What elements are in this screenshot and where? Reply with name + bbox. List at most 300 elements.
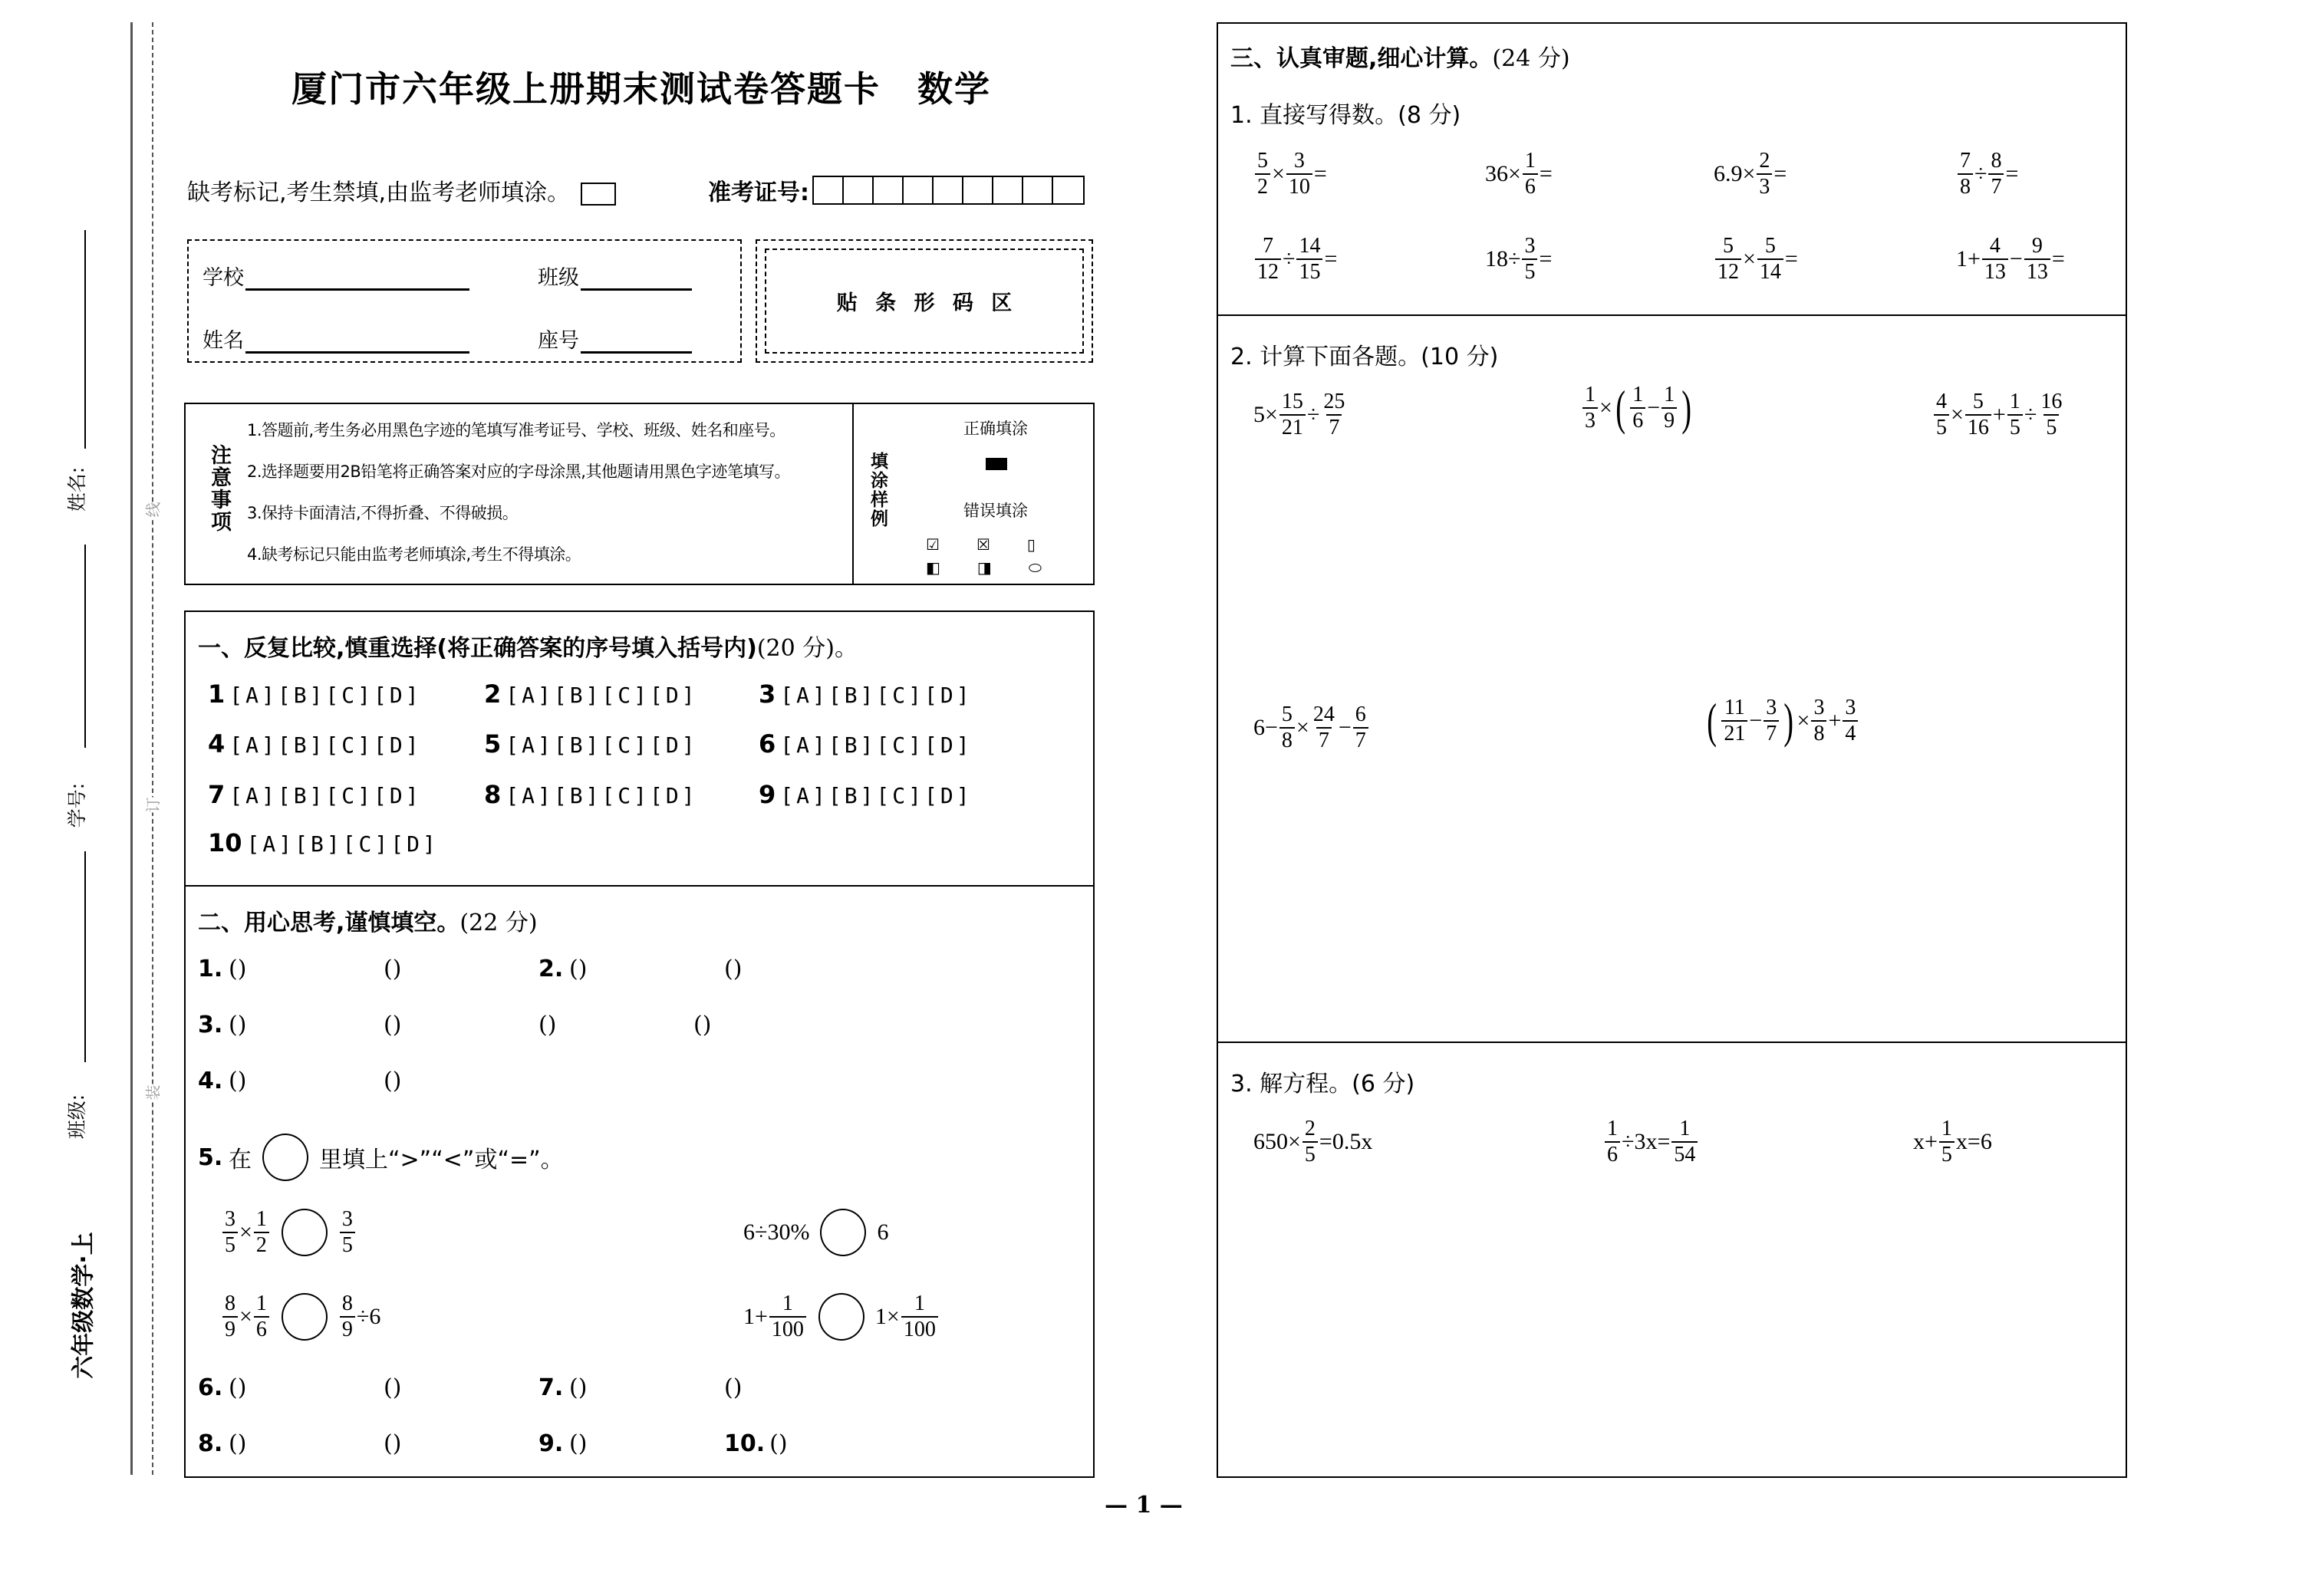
grade-label: 六年级数学·上: [70, 1232, 97, 1379]
calc-item: [1485, 150, 1553, 198]
exam-id-cell[interactable]: [814, 177, 844, 203]
math-text: 6.9×: [1714, 161, 1756, 186]
fraction: [2024, 235, 2050, 283]
fraction: [1715, 235, 1741, 283]
answer-options[interactable]: [A][B][C][D]: [506, 783, 698, 808]
exam-id-cell[interactable]: [874, 177, 904, 203]
info-box: [187, 239, 742, 363]
math-text: ÷3x=: [1622, 1129, 1671, 1154]
fraction: [1311, 704, 1337, 752]
parenthesis: (: [1707, 693, 1717, 748]
fraction: [222, 1209, 238, 1256]
math-text: +: [1992, 402, 2006, 427]
numerator: 1: [255, 1292, 267, 1315]
fraction: [1630, 384, 1645, 432]
denominator: 5: [1939, 1141, 1955, 1166]
denominator: 100: [769, 1316, 806, 1341]
section-3-part-2: [1217, 314, 2127, 1043]
choice-question[interactable]: [484, 729, 698, 759]
fraction: [254, 1293, 269, 1341]
calc-item: [1485, 235, 1552, 283]
fraction: [340, 1293, 355, 1341]
question-5: 5. 在 里填上“>”“<”或“=”。: [198, 1134, 564, 1181]
numerator: 16: [2040, 390, 2063, 413]
math-expression: [1485, 235, 1552, 283]
section-1-heading: 一、反复比较,慎重选择(将正确答案的序号填入括号内)(20 分)。: [198, 635, 858, 662]
answer-blank[interactable]: (): [724, 1374, 743, 1401]
school-field[interactable]: [203, 261, 469, 291]
fraction: [1296, 235, 1322, 283]
exam-id-label: 准考证号:: [708, 179, 809, 206]
seat-field[interactable]: [538, 324, 692, 354]
wrong-fill-label: 错误填涂: [963, 502, 1028, 520]
binding-line: [130, 22, 133, 1475]
math-text: 1+: [743, 1304, 768, 1329]
math-text: ×: [1599, 395, 1612, 420]
answer-options[interactable]: [A][B][C][D]: [229, 732, 422, 758]
calc-item: [1253, 391, 1349, 439]
choice-question[interactable]: [759, 680, 973, 709]
math-expression: [1485, 150, 1553, 198]
numerator: 6: [1355, 703, 1366, 726]
numerator: 2: [1759, 149, 1770, 173]
calc-item: [1913, 1118, 1992, 1166]
math-expression: [338, 1293, 380, 1341]
answer-blank[interactable]: (): [229, 1068, 247, 1094]
math-text: +: [1828, 708, 1842, 733]
math-expression: [1913, 1118, 1992, 1166]
math-expression: [1581, 380, 1694, 435]
numerator: 2: [1304, 1117, 1316, 1140]
fraction: [1286, 150, 1312, 198]
answer-options[interactable]: [A][B][C][D]: [780, 732, 973, 758]
question-number: 1: [208, 680, 226, 709]
note-item: 2.选择题要用2B铅笔将正确答案对应的字母涂黑,其他题请用黑色字迹笔填写。: [247, 462, 790, 481]
calc-item: [1253, 704, 1370, 752]
numerator: 1: [255, 1207, 267, 1231]
note-item: 1.答题前,考生务必用黑色字迹的笔填写准考证号、学校、班级、姓名和座号。: [247, 421, 785, 439]
answer-blank[interactable]: (): [724, 956, 743, 982]
section-2-heading: 二、用心思考,谨慎填空。(22 分): [198, 910, 538, 936]
denominator: 6: [254, 1316, 269, 1341]
denominator: 21: [1279, 414, 1306, 439]
fraction: [1843, 697, 1858, 745]
choice-question[interactable]: [759, 729, 973, 759]
math-text: 36×: [1485, 161, 1521, 186]
exam-id-cell[interactable]: [904, 177, 934, 203]
denominator: 3: [1582, 407, 1598, 432]
calc-item: [1956, 150, 2018, 198]
question-number: 7: [208, 780, 226, 809]
fraction: [1279, 704, 1295, 752]
math-text: =: [1773, 161, 1787, 186]
fraction: [1757, 235, 1783, 283]
fraction: [1255, 235, 1281, 283]
fraction: [1939, 1118, 1955, 1166]
fraction: [769, 1293, 806, 1341]
math-expression: [875, 1293, 940, 1341]
math-expression: [221, 1293, 271, 1341]
math-expression: [1253, 1118, 1372, 1166]
dot-fill-icon: ◨: [976, 558, 992, 577]
answer-blank[interactable]: (): [384, 1012, 402, 1038]
math-text: 1×: [874, 1304, 900, 1329]
part-3-heading: 3. 解方程。(6 分): [1230, 1071, 1415, 1097]
fraction: [901, 1293, 938, 1341]
numerator: 3: [225, 1207, 235, 1231]
blank-number: 8.: [198, 1430, 223, 1457]
blank-number: 2.: [538, 956, 564, 982]
part-2-heading: 2. 计算下面各题。(10 分): [1230, 344, 1499, 370]
page-title: 厦门市六年级上册期末测试卷答题卡 数学: [291, 68, 991, 110]
answer-blank[interactable]: (): [769, 1430, 788, 1457]
part-1-heading: 1. 直接写得数。(8 分): [1230, 102, 1461, 129]
numerator: 3: [1766, 696, 1777, 719]
math-expression: [1714, 150, 1787, 198]
math-text: =: [1324, 246, 1338, 271]
denominator: 5: [1302, 1141, 1318, 1166]
denominator: 6: [1630, 407, 1645, 432]
barcode-box: [756, 239, 1093, 363]
parenthesis: ): [1681, 380, 1692, 435]
exam-id-cell[interactable]: [1053, 177, 1083, 203]
math-text: =0.5x: [1319, 1129, 1373, 1154]
denominator: 21: [1721, 720, 1747, 745]
math-expression: [1956, 235, 2065, 283]
math-expression: [877, 1219, 888, 1246]
calc-item: [1704, 693, 1859, 748]
denominator: 5: [1934, 414, 1949, 439]
math-expression: [1603, 1118, 1699, 1166]
math-text: ×: [1743, 246, 1756, 271]
answer-blank[interactable]: (): [538, 1012, 557, 1038]
calc-item: [1932, 391, 2066, 439]
math-text: x=6: [1955, 1129, 1992, 1154]
blank-number: 3.: [198, 1012, 223, 1038]
math-text: ÷: [1974, 161, 1987, 186]
blank-number: 10.: [724, 1430, 766, 1457]
fraction: [2007, 391, 2023, 439]
correct-fill-label: 正确填涂: [963, 420, 1028, 438]
math-text: ×: [1296, 715, 1309, 740]
numerator: 5: [1281, 703, 1293, 726]
denominator: 2: [1255, 173, 1270, 198]
fraction: [1353, 704, 1368, 752]
name-field[interactable]: [203, 324, 469, 354]
answer-options[interactable]: [A][B][C][D]: [780, 683, 973, 708]
denominator: 5: [340, 1232, 355, 1256]
numerator: 1: [2009, 390, 2020, 413]
denominator: 9: [1661, 407, 1677, 432]
absent-mark: [187, 173, 616, 207]
calc-item: [1253, 1118, 1372, 1166]
comparison-item: [221, 1293, 380, 1341]
math-text: 6÷30%: [743, 1219, 810, 1245]
numerator: 8: [225, 1292, 235, 1315]
denominator: 12: [1715, 258, 1741, 283]
class-field[interactable]: [538, 261, 692, 291]
fraction: [1582, 384, 1598, 432]
blank-row: [198, 1374, 879, 1401]
fraction: [2038, 391, 2064, 439]
math-text: −: [1338, 715, 1352, 740]
fraction: [1934, 391, 1949, 439]
name-line: [84, 230, 86, 449]
answer-options[interactable]: [A][B][C][D]: [506, 732, 698, 758]
fraction: [1255, 150, 1270, 198]
math-text: −: [1749, 708, 1763, 733]
answer-options[interactable]: [A][B][C][D]: [229, 783, 422, 808]
blank-row: [198, 1012, 848, 1038]
calc-item: [1581, 380, 1694, 435]
choice-question[interactable]: [208, 780, 422, 809]
math-text: =: [1784, 246, 1798, 271]
fraction: [1965, 391, 1991, 439]
calc-item: [1956, 235, 2065, 283]
exam-id-cell[interactable]: [934, 177, 963, 203]
answer-blank[interactable]: (): [229, 1012, 247, 1038]
fraction: [1958, 150, 1973, 198]
choice-question[interactable]: [484, 780, 698, 809]
numerator: 3: [1845, 696, 1856, 719]
math-text: ×: [1272, 161, 1285, 186]
seat-label: 座号: [538, 329, 579, 353]
math-expression: [1956, 150, 2018, 198]
fraction: [1605, 1118, 1620, 1166]
compare-circle[interactable]: [282, 1209, 328, 1256]
answer-blank[interactable]: (): [384, 1068, 402, 1094]
numerator: 8: [1991, 149, 2002, 173]
calc-item: [1253, 150, 1327, 198]
math-expression: [221, 1209, 271, 1256]
math-text: x+: [1913, 1129, 1938, 1154]
fraction: [1279, 391, 1306, 439]
choice-question[interactable]: [208, 828, 439, 857]
denominator: 9: [340, 1316, 355, 1341]
compare-circle[interactable]: [820, 1209, 866, 1256]
class-label: 班级:: [66, 1094, 89, 1140]
denominator: 6: [1605, 1141, 1620, 1166]
numerator: 15: [1281, 390, 1303, 413]
fraction: [1522, 235, 1537, 283]
math-text: ×: [1796, 708, 1810, 733]
question-number: 2: [484, 680, 502, 709]
numerator: 4: [1936, 390, 1947, 413]
math-expression: [743, 1293, 808, 1341]
cut-line: [152, 22, 153, 1475]
cross-mark-icon: ☒: [976, 535, 990, 554]
question-number: 4: [208, 729, 226, 759]
numerator: 3: [1813, 696, 1825, 719]
math-text: =: [1539, 161, 1553, 186]
math-text: ÷6: [356, 1304, 381, 1329]
denominator: 16: [1965, 414, 1991, 439]
answer-blank[interactable]: (): [229, 1374, 247, 1401]
numerator: 3: [1293, 149, 1305, 173]
absent-checkbox[interactable]: [581, 183, 616, 206]
choice-question[interactable]: [208, 680, 422, 709]
math-expression: [1932, 391, 2066, 439]
fraction: [1321, 391, 1347, 439]
numerator: 1: [1679, 1117, 1691, 1140]
math-text: =: [1539, 246, 1553, 271]
oval-mark-icon: ⬭: [1028, 558, 1042, 577]
numerator: 7: [1263, 234, 1273, 258]
denominator: 13: [2024, 258, 2050, 283]
wrong-fill-marks: [926, 533, 1042, 579]
choice-question[interactable]: [208, 729, 422, 759]
math-text: ÷: [1306, 402, 1320, 427]
numerator: 5: [1972, 390, 1984, 413]
question-number: 10: [208, 828, 242, 857]
exam-id-grid[interactable]: [812, 176, 1085, 205]
notes-box: [184, 403, 1095, 585]
numerator: 5: [1257, 149, 1268, 173]
numerator: 1: [1607, 1117, 1618, 1140]
fraction: [1988, 150, 2004, 198]
numerator: 1: [1585, 383, 1596, 406]
answer-blank[interactable]: (): [229, 956, 247, 982]
numerator: 9: [2031, 234, 2043, 258]
comparison-item: [221, 1209, 357, 1256]
math-text: ×: [1951, 402, 1964, 427]
answer-blank[interactable]: (): [384, 956, 402, 982]
denominator: 7: [1353, 727, 1368, 752]
question-number: 8: [484, 780, 502, 809]
answer-blank[interactable]: (): [569, 1430, 588, 1457]
math-text: 1+: [1956, 246, 1981, 271]
half-fill-icon: ◧: [926, 558, 940, 577]
calc-item: [1603, 1118, 1699, 1166]
math-text: 5×: [1253, 402, 1278, 427]
math-text: =: [2005, 161, 2019, 186]
denominator: 54: [1671, 1141, 1698, 1166]
numerator: 5: [1764, 234, 1776, 258]
fraction: [1661, 384, 1677, 432]
math-expression: [1253, 150, 1327, 198]
numerator: 11: [1724, 696, 1745, 719]
blank-number: 4.: [198, 1068, 223, 1094]
exam-id-cell[interactable]: [844, 177, 874, 203]
math-text: −: [1647, 395, 1661, 420]
answer-blank[interactable]: (): [569, 956, 588, 982]
name-line: [84, 545, 86, 748]
blank-number: 7.: [538, 1374, 564, 1401]
numerator: 4: [1989, 234, 2001, 258]
answer-blank[interactable]: (): [569, 1374, 588, 1401]
denominator: 2: [254, 1232, 269, 1256]
denominator: 15: [1296, 258, 1322, 283]
answer-blank[interactable]: (): [229, 1430, 247, 1457]
math-expression: [1714, 235, 1798, 283]
section-2: [184, 885, 1095, 1478]
exam-id: [708, 173, 1085, 207]
math-expression: [338, 1209, 357, 1256]
barcode-area: 贴 条 形 码 区: [765, 248, 1084, 354]
answer-blank[interactable]: (): [384, 1430, 402, 1457]
calc-item: [1253, 235, 1337, 283]
answer-options[interactable]: [A][B][C][D]: [780, 783, 973, 808]
notes-heading: 注意事项: [207, 444, 231, 533]
numerator: 1: [1941, 1117, 1952, 1140]
compare-circle[interactable]: [282, 1293, 328, 1341]
page-number: — 1 —: [1105, 1492, 1183, 1519]
denominator: 7: [1764, 720, 1779, 745]
fraction: [1757, 150, 1772, 198]
denominator: 100: [901, 1316, 938, 1341]
answer-options[interactable]: [A][B][C][D]: [506, 683, 698, 708]
numerator: 24: [1312, 703, 1335, 726]
numerator: 14: [1299, 234, 1321, 258]
math-text: ÷: [1283, 246, 1296, 271]
blank-number: 6.: [198, 1374, 223, 1401]
question-number: 9: [759, 780, 776, 809]
cut-mark: 线: [141, 502, 163, 518]
cut-mark: 装: [141, 1085, 163, 1101]
question-number: 5: [484, 729, 502, 759]
comparison-item: [743, 1209, 888, 1256]
fraction: [1764, 697, 1779, 745]
blank-row: [198, 956, 879, 982]
denominator: 8: [1958, 173, 1973, 198]
denominator: 6: [1523, 173, 1538, 198]
denominator: 10: [1286, 173, 1312, 198]
denominator: 3: [1757, 173, 1772, 198]
math-text: =: [1313, 161, 1327, 186]
math-expression: [1253, 235, 1337, 283]
denominator: 13: [1982, 258, 2008, 283]
parenthesis: ): [1783, 693, 1794, 748]
section-3-part-1: [1217, 22, 2127, 316]
denominator: 8: [1811, 720, 1826, 745]
denominator: 9: [222, 1316, 238, 1341]
question-number: 6: [759, 729, 776, 759]
answer-blank[interactable]: (): [384, 1374, 402, 1401]
cut-mark: 订: [141, 798, 163, 813]
correct-fill-mark: [986, 458, 1007, 470]
denominator: 8: [1279, 727, 1295, 752]
blank-row: [198, 1430, 924, 1457]
comparison-item: [743, 1293, 940, 1341]
numerator: 1: [914, 1292, 925, 1315]
name-label: 姓名:: [66, 466, 89, 512]
fraction: [1302, 1118, 1318, 1166]
section-3-heading: 三、认真审题,细心计算。(24 分): [1230, 45, 1570, 72]
numerator: 1: [1632, 383, 1644, 406]
calc-item: [1714, 150, 1787, 198]
denominator: 5: [2043, 414, 2059, 439]
school-label: 学校: [203, 266, 244, 290]
denominator: 7: [1988, 173, 2004, 198]
answer-blank[interactable]: (): [693, 1012, 712, 1038]
fraction: [1721, 697, 1747, 745]
exam-id-cell[interactable]: [1023, 177, 1053, 203]
choice-question[interactable]: [484, 680, 698, 709]
compare-circle[interactable]: [818, 1293, 864, 1341]
fraction: [1982, 235, 2008, 283]
check-mark-icon: ☑: [926, 535, 940, 554]
id-line: [84, 851, 86, 1062]
question-number: 3: [759, 680, 776, 709]
denominator: 5: [1522, 258, 1537, 283]
exam-id-cell[interactable]: [993, 177, 1023, 203]
math-text: 650×: [1253, 1129, 1301, 1154]
choice-question[interactable]: [759, 780, 973, 809]
exam-id-cell[interactable]: [963, 177, 993, 203]
answer-options[interactable]: [A][B][C][D]: [229, 683, 422, 708]
answer-options[interactable]: [A][B][C][D]: [246, 831, 439, 857]
fraction: [1671, 1118, 1698, 1166]
